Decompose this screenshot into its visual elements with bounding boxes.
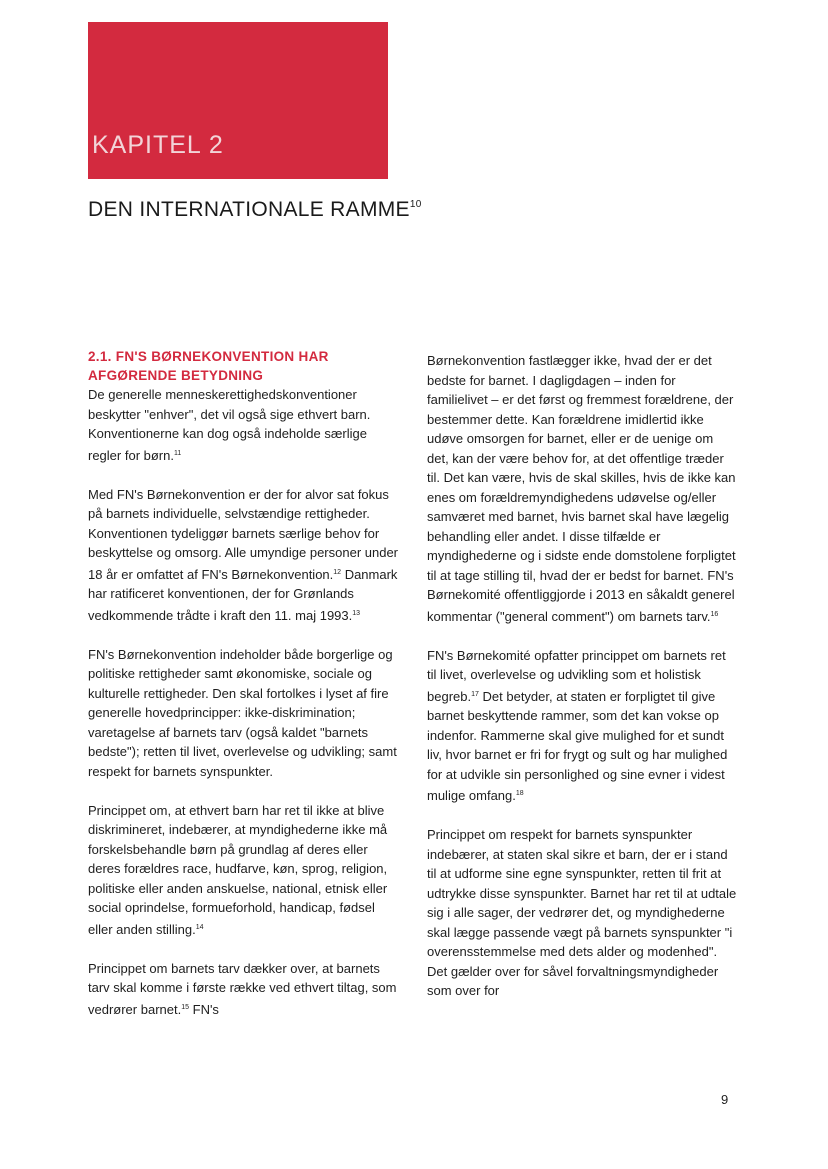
paragraph: Børnekonvention fastlægger ikke, hvad der er det bedste for barnet. I dagligdagen – inden for familielivet – er det først og fremmest forældrene, der bestemmer dette. Kan forældrene imidlertid ikke udøve omsorgen for barnet, eller er de uenige om det, kan der være behov for, at det offentlige træder til. Det kan være, hvis de skal skilles, hvis de ikke kan enes om forældremyndighedens udøvelse og/eller samværet med barnet, hvis barnet skal have lægelig behandling eller andet. I disse tilfælde er myndighederne og i sidste ende domstolene forpligtet til at tage stilling til, hvad der er bedst for barnet. FN's Børnekomité offentliggjorde i 2013 en såkaldt generel kommentar ("general comment") om barnets tarv.$^{16}$ — [427, 353, 736, 624]
footnote-ref: 18 — [515, 790, 524, 797]
footnote-ref: 15 — [181, 1003, 189, 1011]
footnote-ref: 12 — [333, 568, 342, 576]
footnote-ref: 11 — [173, 449, 182, 457]
right-column — [427, 351, 737, 1020]
footnote-ref: 13 — [352, 609, 361, 617]
footnote-ref: 14 — [195, 923, 204, 931]
paragraph: Princippet om respekt for barnets synspunkter indebærer, at staten skal sikre et barn, der er i stand til at udforme sine egne synspunkter, retten til frit at udtrykke disse synspunkter. Barnet har ret til at udtale sig i alle sager, der vedrører det, og myndighederne skal lægge passende vægt på barnets synspunkter "i overensstemmelse med dets alder og modenhed". Det gælder over for såvel forvaltningsmyndigheder som over for — [427, 827, 737, 998]
paragraph: Princippet om, at ethvert barn har ret til ikke at blive diskrimineret, indebærer, at myndighederne ikke må forskelsbehandle børn på grundlag af deres eller deres forældres race, hudfarve, køn, sprog, religion, politiske eller anden anskuelse, national, etnisk eller social oprindelse, formueforhold, handicap, fødsel eller anden stilling.$^{14}$ — [88, 802, 388, 937]
paragraph: FN's Børnekonvention indeholder både borgerlige og politiske rettigheder samt økonomiske, sociale og kulturelle rettigheder. Den skal fortolkes i lyset af fire generelle hovedprincipper: ikke-diskrimination; varetagelse af barnets tarv (også kaldet "barnets bedste"); retten til livet, overlevelse og udvikling; samt respekt for barnets synspunkter. — [88, 646, 397, 779]
paragraph: FN's Børnekomité opfatter princippet om barnets ret til livet, overlevelse og udvikling som et holistisk begreb.$^{17}$ Det betyder, at staten er forpligtet til give barnet beskyttende rammer, som det kan vokse op indenfor. Rammerne skal give mulighed for et sundt liv, hvor barnet er fri for frygt og sult og har mulighed for at udvikle sin personlighed og sine evner i videst mulige omfang.$^{18}$ — [427, 647, 728, 803]
page-number: 9 — [721, 1092, 729, 1107]
paragraph: De generelle menneskerettighedskonventioner beskytter "enhver", det vil også sige ethvert barn. Konventionerne kan dog også indeholde særlige regler for børn.$^{11}$ — [88, 387, 371, 463]
footnote-ref: 10 — [409, 199, 422, 210]
section-heading: 2.1. FN'S BØRNEKONVENTION HAR AFGØRENDE BETYDNING — [88, 349, 329, 383]
chapter-label: KAPITEL 2 — [92, 131, 224, 159]
footnote-ref: 17 — [471, 690, 479, 698]
footnote-ref: 16 — [710, 610, 719, 618]
chapter-title — [88, 198, 422, 222]
left-column — [88, 347, 398, 1039]
paragraph: Med FN's Børnekonvention er der for alvor sat fokus på barnets individuelle, selvstændige rettigheder. Konventionen tydeliggør barnets særlige behov for beskyttelse og omsorg. Alle umyndige personer under 18 år er omfattet af FN's Børnekonvention.$^{12}$ Danmark har ratificeret konventionen, der for Grønlands vedkommende trådte i kraft den 11. maj 1993.13 — [88, 486, 399, 623]
chapter-title-text: DEN INTERNATIONALE RAMME — [88, 198, 410, 221]
paragraph: Princippet om barnets tarv dækker over, at barnets tarv skal komme i første række ved ethvert tiltag, som vedrører barnet.$^{15}$ FN's — [88, 960, 397, 1017]
